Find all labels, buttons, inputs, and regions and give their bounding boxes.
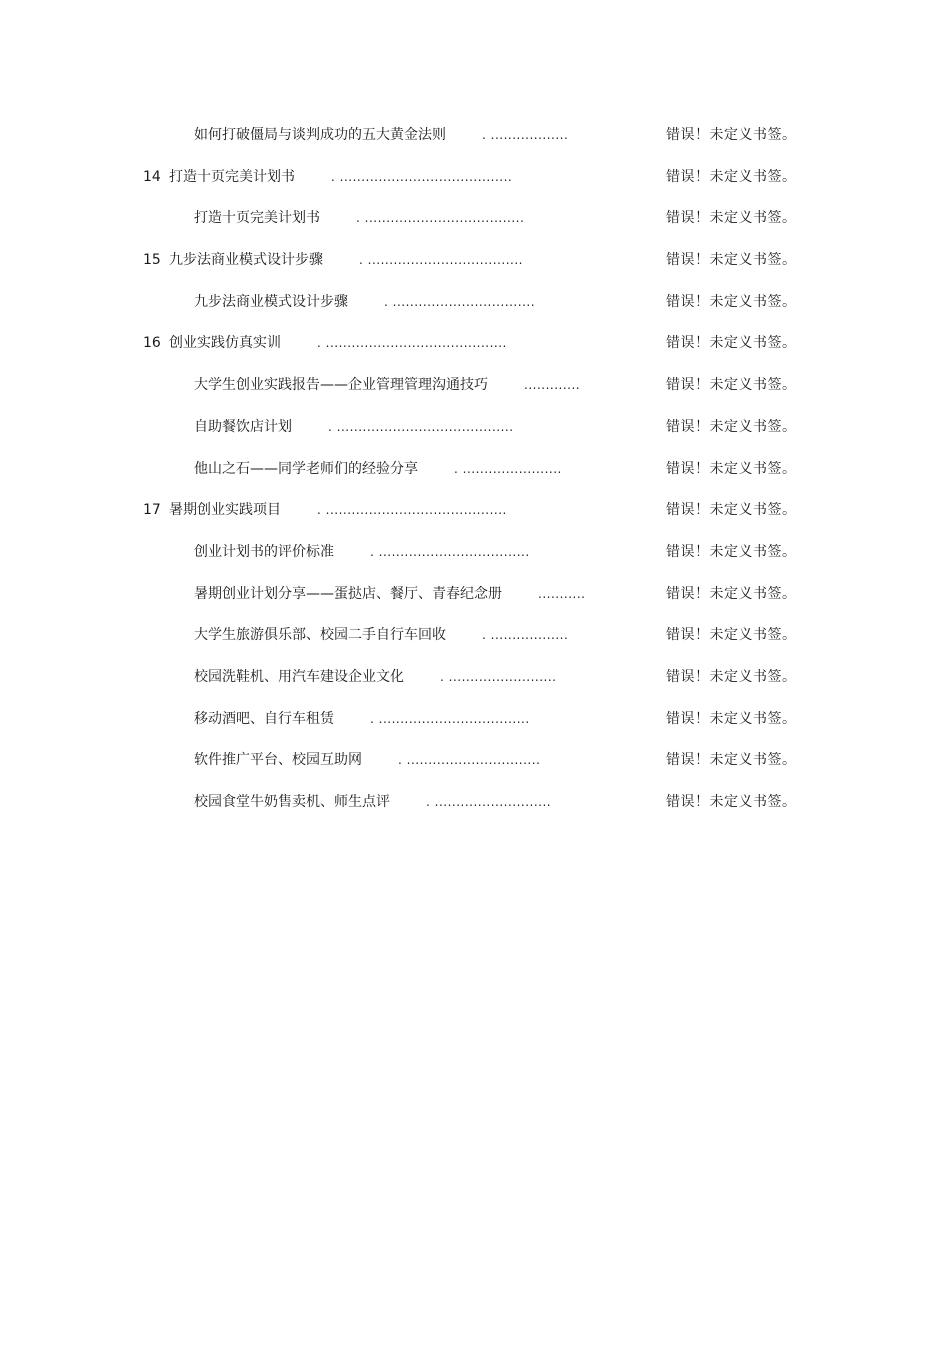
toc-entry-title: 暑期创业实践项目 . .......................................... — [169, 490, 507, 532]
toc-entry-page: 错误！未定义书签。 — [666, 543, 797, 560]
toc-entry[interactable] — [0, 657, 950, 699]
toc-leader-dots: . ....................... — [454, 461, 562, 476]
toc-entry[interactable] — [0, 699, 950, 741]
toc-leader-dots: . ................................... — [370, 711, 530, 726]
toc-entry-title: 创业实践仿真实训 . .......................................... — [169, 323, 507, 365]
toc-entry-page: 错误！未定义书签。 — [666, 293, 797, 310]
toc-leader-dots: . .......................................... — [317, 336, 507, 351]
toc-leader-dots: . .................. — [482, 128, 569, 142]
toc-entry-title: 九步法商业模式设计步骤 . .................................... — [169, 240, 523, 282]
toc-leader-dots: . ..................................... — [356, 211, 525, 226]
toc-entry-title: 暑期创业计划分享——蛋挞店、餐厅、青春纪念册 ........... — [194, 574, 585, 616]
toc-leader-dots: . ............................... — [398, 753, 541, 768]
toc-entry-title: 校园食堂牛奶售卖机、师生点评 . ........................... — [194, 782, 551, 824]
toc-entry-title: 打造十页完美计划书 . ........................................ — [169, 157, 512, 199]
toc-entry-number: 17 — [143, 502, 161, 519]
toc-entry-page: 错误！未定义书签。 — [666, 252, 797, 269]
toc-leader-dots: . ........................................ — [331, 169, 513, 184]
toc-leader-dots: ........... — [538, 586, 586, 601]
toc-entry-page: 错误！未定义书签。 — [666, 710, 797, 727]
toc-entry[interactable] — [0, 574, 950, 616]
toc-entry[interactable] — [0, 615, 950, 657]
toc-entry[interactable] — [0, 240, 950, 282]
toc-entry-title: 软件推广平台、校园互助网 . ............................... — [194, 740, 540, 782]
toc-entry-title: 大学生旅游俱乐部、校园二手自行车回收 . .................. — [194, 615, 568, 657]
toc-entry-page: 错误！未定义书签。 — [666, 210, 797, 227]
toc-entry[interactable] — [0, 532, 950, 574]
toc-leader-dots: . ......................................... — [328, 419, 514, 434]
toc-entry-page: 错误！未定义书签。 — [666, 335, 797, 352]
toc-entry-page: 错误！未定义书签。 — [666, 627, 797, 644]
toc-entry-page: 错误！未定义书签。 — [666, 460, 797, 477]
toc-entry-number: 16 — [143, 335, 161, 352]
toc-entry[interactable] — [0, 782, 950, 824]
toc-leader-dots: . ......................... — [440, 669, 557, 684]
toc-leader-dots: . ........................... — [426, 795, 552, 809]
toc-entry-title: 创业计划书的评价标准 . ................................... — [194, 532, 530, 574]
toc-entry-page: 错误！未定义书签。 — [666, 794, 797, 810]
toc-entry-title: 打造十页完美计划书 . ..................................... — [194, 198, 524, 240]
toc-entry-title: 大学生创业实践报告——企业管理管理沟通技巧 ............. — [194, 365, 580, 407]
toc-entry-title: 九步法商业模式设计步骤 . ................................. — [194, 282, 535, 324]
toc-entry-page: 错误！未定义书签。 — [666, 168, 797, 185]
toc-entry-title: 他山之石——同学老师们的经验分享 . ....................... — [194, 449, 562, 491]
toc-entry[interactable] — [0, 198, 950, 240]
toc-entry[interactable] — [0, 157, 950, 199]
toc-entry[interactable] — [0, 365, 950, 407]
toc-entry-page: 错误！未定义书签。 — [666, 127, 797, 143]
toc-leader-dots: . .......................................... — [317, 503, 507, 518]
toc-entry-page: 错误！未定义书签。 — [666, 668, 797, 685]
toc-entry[interactable] — [0, 490, 950, 532]
toc-entry[interactable] — [0, 449, 950, 491]
toc-entry-page: 错误！未定义书签。 — [666, 377, 797, 394]
toc-entry[interactable] — [0, 282, 950, 324]
toc-leader-dots: . .................. — [482, 628, 569, 643]
toc-entry-number: 14 — [143, 168, 161, 185]
toc-leader-dots: . ................................. — [384, 294, 536, 309]
toc-entry[interactable] — [0, 323, 950, 365]
toc-entry[interactable] — [0, 740, 950, 782]
toc-entry-title: 校园洗鞋机、用汽车建设企业文化 . ......................... — [194, 657, 557, 699]
toc-entry[interactable] — [0, 115, 950, 157]
toc-entry-page: 错误！未定义书签。 — [666, 585, 797, 602]
toc-entry-page: 错误！未定义书签。 — [666, 418, 797, 435]
toc-entry-title: 自助餐饮店计划 . ......................................... — [194, 407, 514, 449]
toc-entry-title: 移动酒吧、自行车租赁 . ................................... — [194, 699, 530, 741]
toc-entry[interactable] — [0, 407, 950, 449]
toc-leader-dots: ............. — [524, 378, 581, 393]
table-of-contents — [0, 115, 950, 824]
toc-leader-dots: . ................................... — [370, 544, 530, 559]
toc-entry-number: 15 — [143, 252, 161, 269]
toc-entry-title: 如何打破僵局与谈判成功的五大黄金法则 . .................. — [194, 115, 568, 157]
toc-entry-page: 错误！未定义书签。 — [666, 752, 797, 769]
toc-entry-page: 错误！未定义书签。 — [666, 502, 797, 519]
toc-leader-dots: . .................................... — [359, 253, 523, 268]
